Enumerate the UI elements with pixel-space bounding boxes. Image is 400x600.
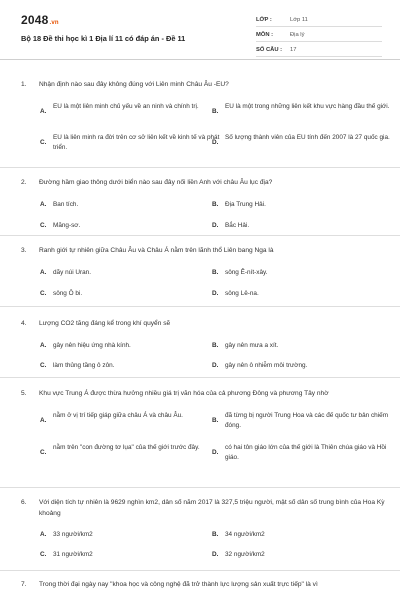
option-text: Bắc Hải. <box>225 221 250 229</box>
option-letter: C. <box>40 289 47 297</box>
option-letter: A. <box>40 531 47 538</box>
logo-tld: .vn <box>49 20 59 26</box>
option-letter: D. <box>212 551 219 558</box>
question-number: 2. <box>21 179 27 186</box>
option-text: gây nên ô nhiễm môi trường. <box>225 361 308 369</box>
option-letter: D. <box>212 361 219 369</box>
question-2 <box>20 178 385 230</box>
options <box>20 102 390 154</box>
option-text: 33 người/km2 <box>53 531 93 538</box>
question-number: 1. <box>21 81 27 88</box>
option-text: EU là liên minh ra đời trên cơ sở liên kết về kinh tế và phát triển. <box>53 133 220 151</box>
option-letter: C. <box>40 221 47 229</box>
question-stem: Trong thời đại ngày nay "khoa học và công nghệ đã trở thành lực lượng sản xuất trực tiếp" là vì <box>39 581 318 588</box>
option-text: sông Ê-nít-xây. <box>225 268 268 276</box>
question-number: 3. <box>21 247 27 254</box>
question-number: 4. <box>21 320 27 327</box>
options <box>20 200 385 230</box>
option-letter: A. <box>40 107 47 115</box>
option-b[interactable] <box>212 341 392 351</box>
option-text: gây nên mưa a xít. <box>225 341 279 349</box>
meta-row-class <box>256 14 382 27</box>
option-letter: C. <box>40 551 47 558</box>
option-text: gây nên hiệu ứng nhà kính. <box>53 341 131 349</box>
option-text: Ban tích. <box>53 200 79 208</box>
option-letter: A. <box>40 200 47 208</box>
meta-label: SỐ CÂU : <box>256 47 283 53</box>
option-b[interactable] <box>212 268 392 278</box>
option-text: làm thủng tầng ô zôn. <box>53 361 115 369</box>
option-letter: D. <box>212 138 219 146</box>
option-letter: C. <box>40 361 47 369</box>
option-text: đã từng bị người Trung Hoa và các đế quốc tư bản chiếm đóng. <box>225 411 389 429</box>
question-6 <box>20 498 385 560</box>
option-letter: A. <box>40 341 47 349</box>
option-letter: B. <box>212 200 219 208</box>
option-letter: B. <box>212 107 219 115</box>
option-text: Măng-sơ. <box>53 221 81 229</box>
question-divider <box>0 377 400 378</box>
question-1 <box>20 80 390 154</box>
question-number: 5. <box>21 390 27 397</box>
option-d[interactable] <box>212 221 392 231</box>
page-header <box>0 0 400 60</box>
question-stem: Lượng CO2 tăng đáng kể trong khí quyển sẽ <box>39 320 171 327</box>
option-d[interactable] <box>212 133 392 146</box>
options <box>20 530 385 560</box>
option-d[interactable] <box>212 443 392 463</box>
question-number: 7. <box>21 581 27 588</box>
option-b[interactable] <box>212 102 392 115</box>
question-5 <box>20 389 389 465</box>
question-text <box>20 498 385 519</box>
option-d[interactable] <box>212 289 392 299</box>
question-text <box>20 580 385 591</box>
option-letter: D. <box>212 289 219 297</box>
option-text: nằm trên "con đường tơ lụa" của thế giới trước đây. <box>53 443 200 451</box>
question-text <box>20 178 385 189</box>
option-letter: D. <box>212 448 219 456</box>
options <box>20 411 389 465</box>
question-stem: Với diện tích tự nhiên là 9629 nghìn km2, dân số năm 2017 là 327,5 triệu người, mật số dân số trung bình của Hoa Kỳ khoảng <box>39 499 385 517</box>
document-title: Bộ 18 Đề thi học kì 1 Địa lí 11 có đáp án - Đề 11 <box>21 34 186 43</box>
option-a[interactable] <box>40 200 220 210</box>
option-text: 31 người/km2 <box>53 551 93 558</box>
option-text: EU là một liên minh chủ yếu về an ninh và chính trị. <box>53 102 199 110</box>
option-b[interactable] <box>212 530 392 540</box>
option-letter: D. <box>212 221 219 229</box>
option-d[interactable] <box>212 550 392 560</box>
question-divider <box>0 487 400 488</box>
option-text: sông Ô bi. <box>53 289 83 297</box>
option-c[interactable] <box>40 133 220 153</box>
option-text: nằm ở vị trí tiếp giáp giữa châu Á và châu Âu. <box>53 411 183 419</box>
question-divider <box>0 167 400 168</box>
meta-value: Địa lý <box>290 32 305 38</box>
option-a[interactable] <box>40 341 220 351</box>
option-b[interactable] <box>212 200 392 210</box>
option-letter: B. <box>212 416 219 424</box>
question-divider <box>0 306 400 307</box>
option-letter: C. <box>40 138 47 146</box>
question-text <box>20 389 385 400</box>
meta-value: 17 <box>290 47 297 53</box>
options <box>20 268 385 298</box>
site-logo[interactable] <box>21 13 59 27</box>
question-number: 6. <box>21 499 27 506</box>
option-text: EU là một trong những liên kết khu vực hàng đầu thế giới. <box>225 102 390 110</box>
option-d[interactable] <box>212 361 392 371</box>
question-4 <box>20 319 385 371</box>
question-stem: Đường hầm giao thông dưới biển nào sau đây nối liền Anh với châu Âu lục địa? <box>39 179 273 186</box>
option-letter: B. <box>212 341 219 349</box>
option-c[interactable] <box>40 221 220 231</box>
option-text: 32 người/km2 <box>225 551 265 558</box>
meta-value: Lớp 11 <box>290 17 308 23</box>
option-a[interactable] <box>40 411 220 424</box>
option-letter: C. <box>40 448 47 456</box>
option-c[interactable] <box>40 361 220 371</box>
option-text: sông Lê-na. <box>225 289 259 297</box>
option-text: Địa Trung Hải. <box>225 200 266 208</box>
options <box>20 341 385 371</box>
meta-label: MÔN : <box>256 32 274 38</box>
option-text: Số lượng thành viên của EU tính đến 2007 là 27 quốc gia. <box>225 133 390 141</box>
option-text: 34 người/km2 <box>225 531 265 538</box>
question-stem: Khu vực Trung Á được thừa hưởng nhiều giá trị văn hóa của cả phương Đông và phương Tây nhờ <box>39 390 329 397</box>
option-letter: A. <box>40 416 47 424</box>
meta-row-subject <box>256 29 382 42</box>
option-c[interactable] <box>40 443 220 456</box>
question-7 <box>20 580 385 591</box>
option-c[interactable] <box>40 289 220 299</box>
question-text <box>20 319 385 330</box>
meta-label: LỚP : <box>256 17 272 23</box>
option-letter: B. <box>212 531 219 538</box>
question-divider <box>0 235 400 236</box>
option-c[interactable] <box>40 550 220 560</box>
option-letter: B. <box>212 268 219 276</box>
option-letter: A. <box>40 268 47 276</box>
option-a[interactable] <box>40 268 220 278</box>
question-text <box>20 246 385 257</box>
question-stem: Ranh giới tự nhiên giữa Châu Âu và Châu Á nằm trên lãnh thổ Liên bang Nga là <box>39 247 274 254</box>
question-3 <box>20 246 385 298</box>
option-b[interactable] <box>212 411 392 431</box>
logo-text: 2048 <box>21 13 49 27</box>
question-text <box>20 80 385 91</box>
question-divider <box>0 570 400 571</box>
question-stem: Nhận định nào sau đây không đúng với Liên minh Châu Âu -EU? <box>39 81 229 88</box>
option-a[interactable] <box>40 530 220 540</box>
option-a[interactable] <box>40 102 220 115</box>
option-text: có hai tôn giáo lớn của thế giới là Thiên chúa giáo và Hồi giáo. <box>225 443 387 461</box>
meta-row-count <box>256 44 382 57</box>
option-text: dãy núi Uran. <box>53 268 92 276</box>
